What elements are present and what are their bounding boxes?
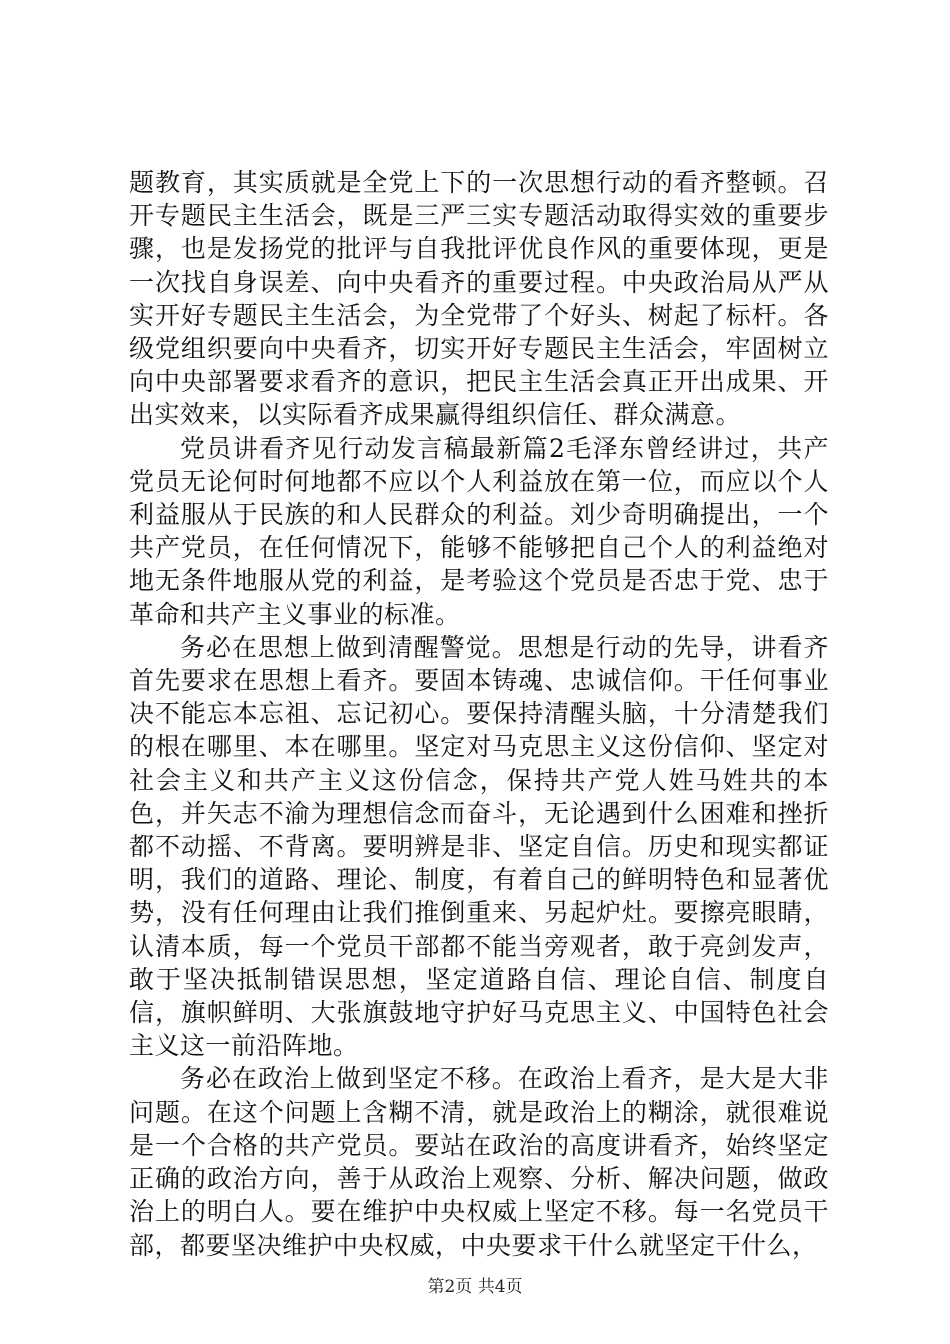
page-number-footer: 第2页 共4页 [427, 1277, 523, 1297]
paragraph-2: 党员讲看齐见行动发言稿最新篇2毛泽东曾经讲过，共产党员无论何时何地都不应以个人利益放在第一位，而应以个人利益服从于民族的和人民群众的利益。刘少奇明确提出，一个共产党员，在任何情况下，能够不能够把自己个人的利益绝对地无条件地服从党的利益，是考验这个党员是否忠于党、忠于革命和共产主义事业的标准。 [129, 433, 829, 629]
paragraph-4: 务必在政治上做到坚定不移。在政治上看齐，是大是大非问题。在这个问题上含糊不清，就是政治上的糊涂，就很难说是一个合格的共产党员。要站在政治的高度讲看齐，始终坚定正确的政治方向，善于从政治上观察、分析、解决问题，做政治上的明白人。要在维护中央权威上坚定不移。每一名党员干部，都要坚决维护中央权威，中央要求干什么就坚定干什么， [129, 1064, 829, 1260]
paragraph-1: 题教育，其实质就是全党上下的一次思想行动的看齐整顿。召开专题民主生活会，既是三严三实专题活动取得实效的重要步骤，也是发扬党的批评与自我批评优良作风的重要体现，更是一次找自身误差、向中央看齐的重要过程。中央政治局从严从实开好专题民主生活会，为全党带了个好头、树起了标杆。各级党组织要向中央看齐，切实开好专题民主生活会，牢固树立向中央部署要求看齐的意识，把民主生活会真正开出成果、开出实效来，以实际看齐成果赢得组织信任、群众满意。 [129, 168, 829, 430]
document-body [129, 166, 829, 1262]
paragraph-3: 务必在思想上做到清醒警觉。思想是行动的先导，讲看齐首先要求在思想上看齐。要固本铸魂、忠诚信仰。干任何事业决不能忘本忘祖、忘记初心。要保持清醒头脑，十分清楚我们的根在哪里、本在哪里。坚定对马克思主义这份信仰、坚定对社会主义和共产主义这份信念，保持共产党人姓马姓共的本色，并矢志不渝为理想信念而奋斗，无论遇到什么困难和挫折都不动摇、不背离。要明辨是非、坚定自信。历史和现实都证明，我们的道路、理论、制度，有着自己的鲜明特色和显著优势，没有任何理由让我们推倒重来、另起炉灶。要擦亮眼睛，认清本质，每一个党员干部都不能当旁观者，敢于亮剑发声，敢于坚决抵制错误思想，坚定道路自信、理论自信、制度自信，旗帜鲜明、大张旗鼓地守护好马克思主义、中国特色社会主义这一前沿阵地。 [129, 632, 829, 1061]
